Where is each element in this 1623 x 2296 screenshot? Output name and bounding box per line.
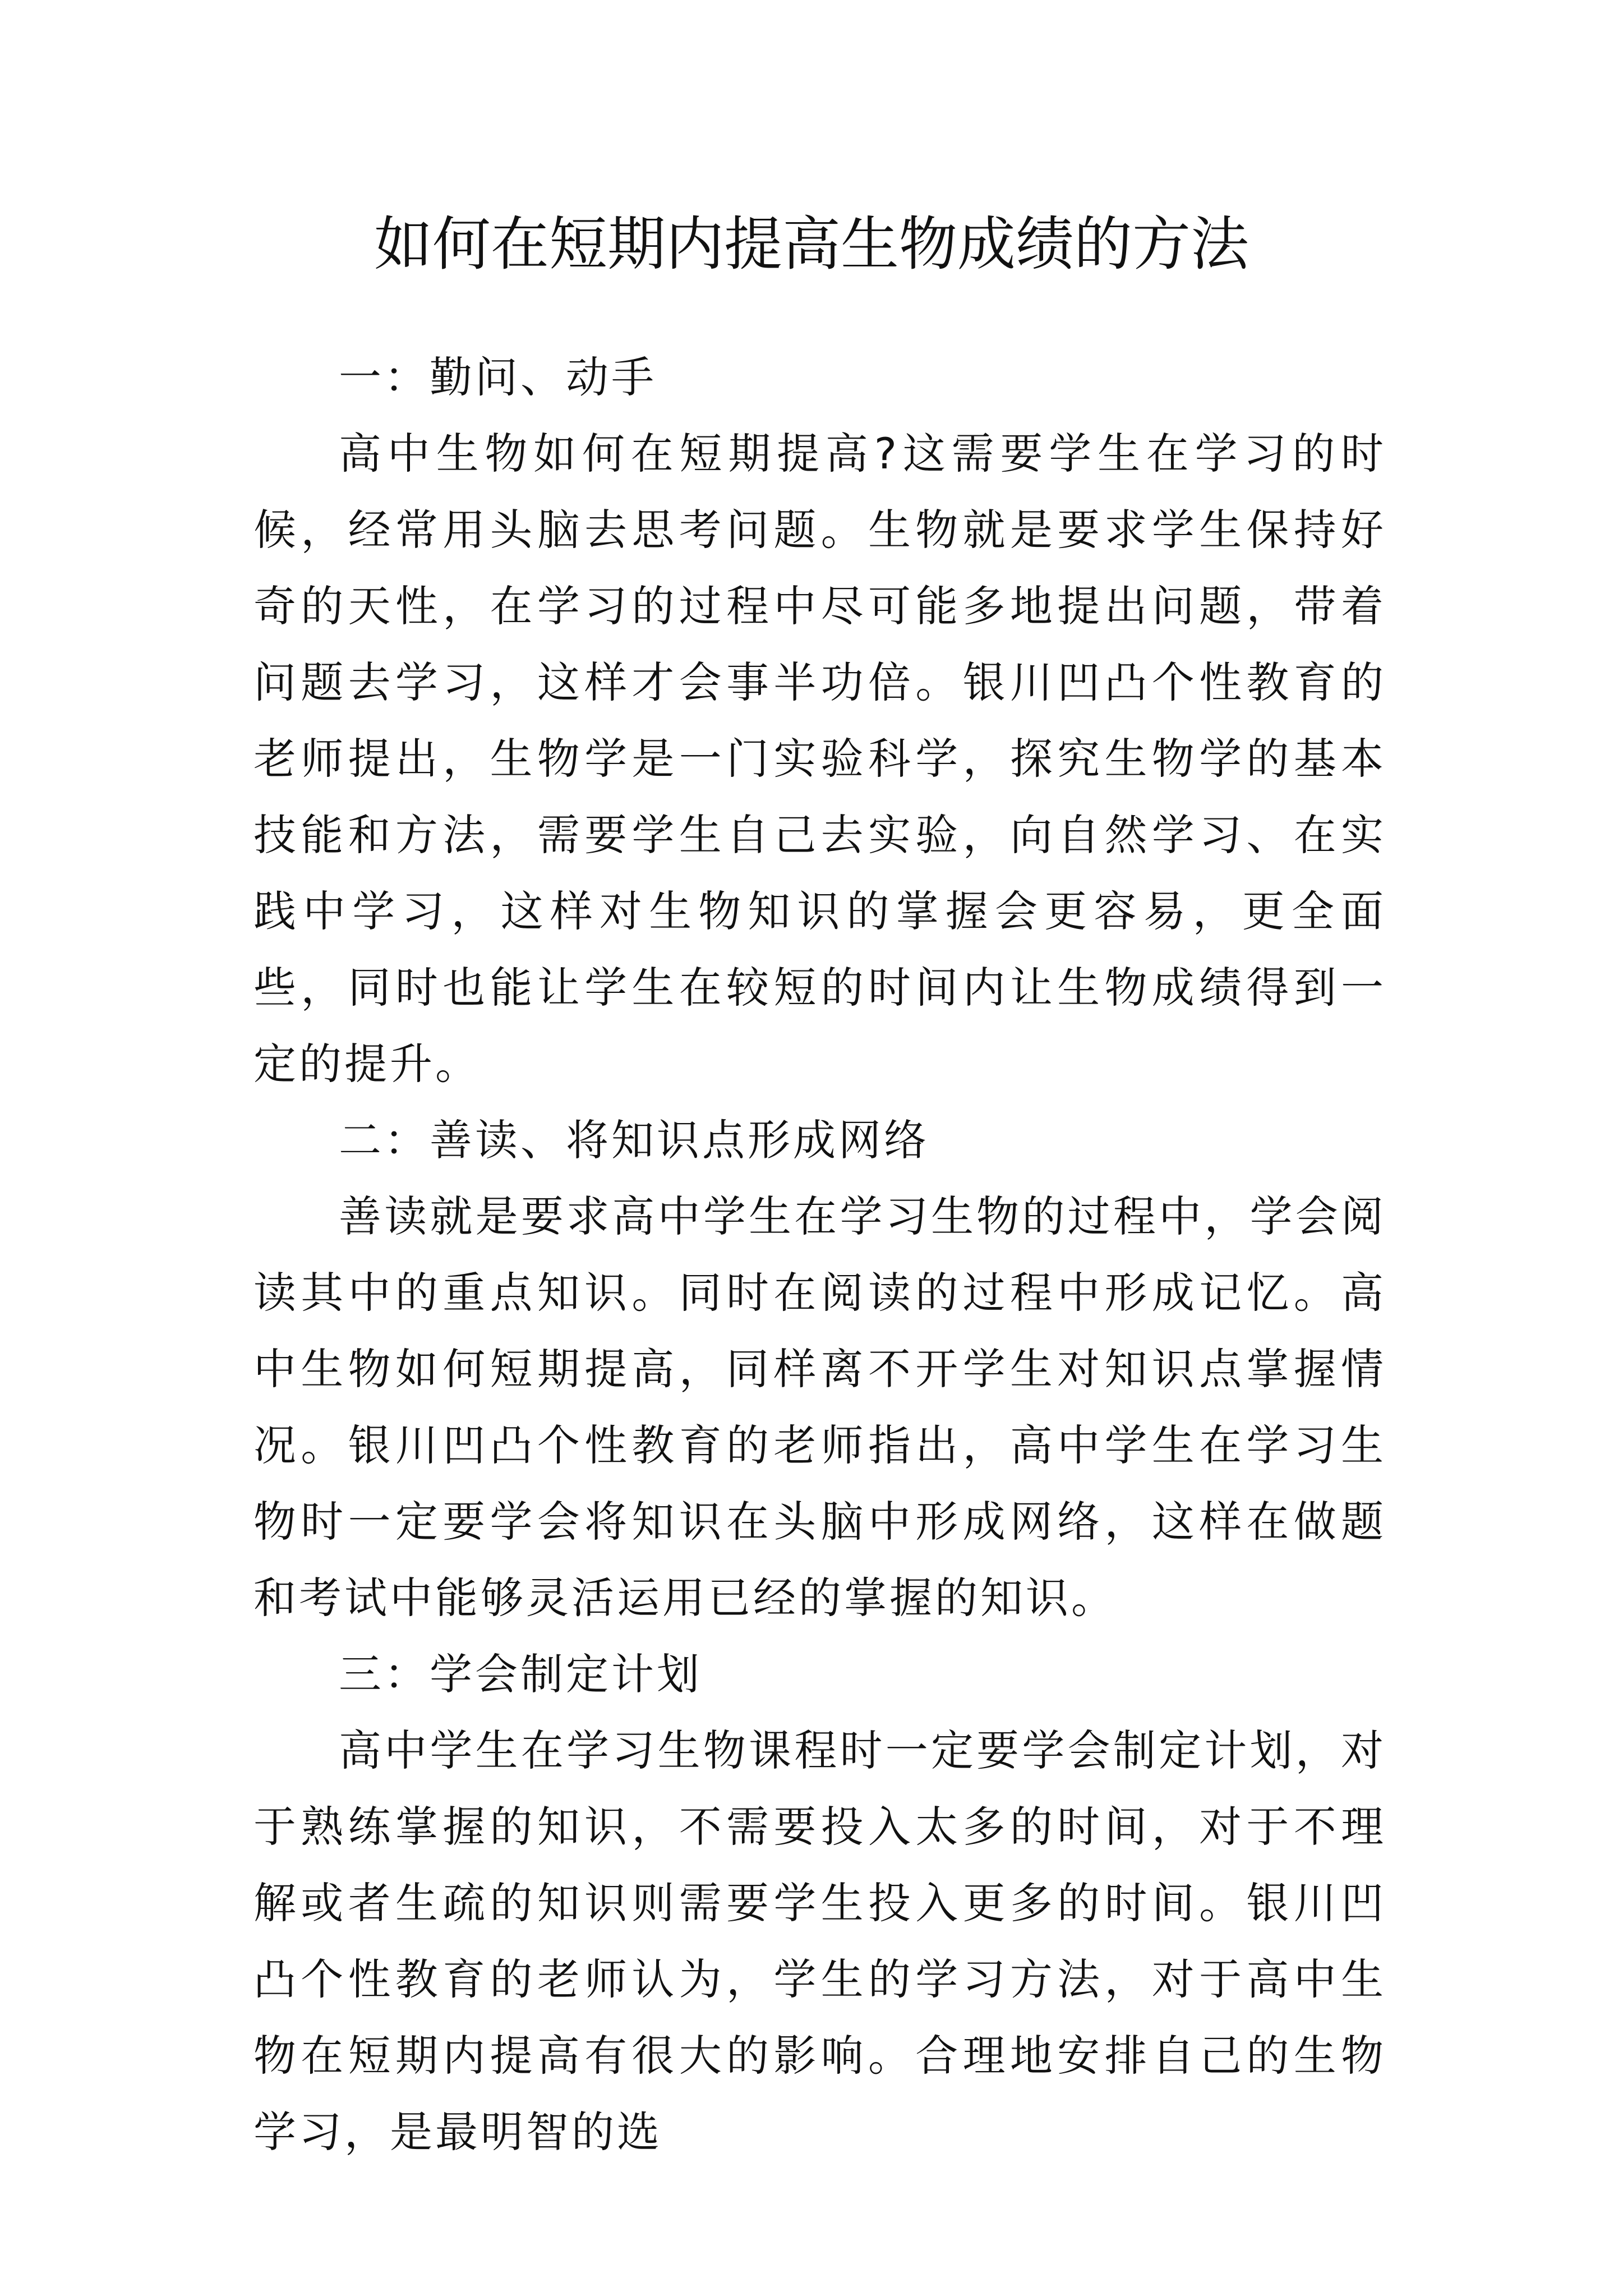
section-heading-1: 一：勤问、动手 — [339, 352, 657, 402]
section-paragraph-2: 善读就是要求高中学生在学习生物的过程中，学会阅读其中的重点知识。同时在阅读的过程中形成记忆。高中生物如何短期提高，同样离不开学生对知识点掌握情况。银川凹凸个性教育的老师指出，高中学生在学习生物时一定要学会将知识在头脑中形成网络，这样在做题和考试中能够灵活运用已经的掌握的知识。 — [253, 1191, 1386, 1623]
document-body — [253, 339, 1386, 2170]
section-paragraph-3: 高中学生在学习生物课程时一定要学会制定计划，对于熟练掌握的知识，不需要投入太多的时间，对于不理解或者生疏的知识则需要学生投入更多的时间。银川凹凸个性教育的老师认为，学生的学习方法，对于高中生物在短期内提高有很大的影响。合理地安排自己的生物学习，是最明智的选 — [253, 1726, 1386, 2157]
section-heading-3: 三：学会制定计划 — [339, 1649, 702, 1699]
section-heading-2: 二：善读、将知识点形成网络 — [339, 1115, 929, 1165]
page-title: 如何在短期内提高生物成绩的方法 — [374, 210, 1249, 278]
section-paragraph-1: 高中生物如何在短期提高?这需要学生在学习的时候，经常用头脑去思考问题。生物就是要求学生保持好奇的天性，在学习的过程中尽可能多地提出问题，带着问题去学习，这样才会事半功倍。银川凹凸个性教育的老师提出，生物学是一门实验科学，探究生物学的基本技能和方法，需要学生自己去实验，向自然学习、在实践中学习，这样对生物知识的掌握会更容易，更全面些，同时也能让学生在较短的时间内让生物成绩得到一定的提升。 — [253, 429, 1386, 1089]
